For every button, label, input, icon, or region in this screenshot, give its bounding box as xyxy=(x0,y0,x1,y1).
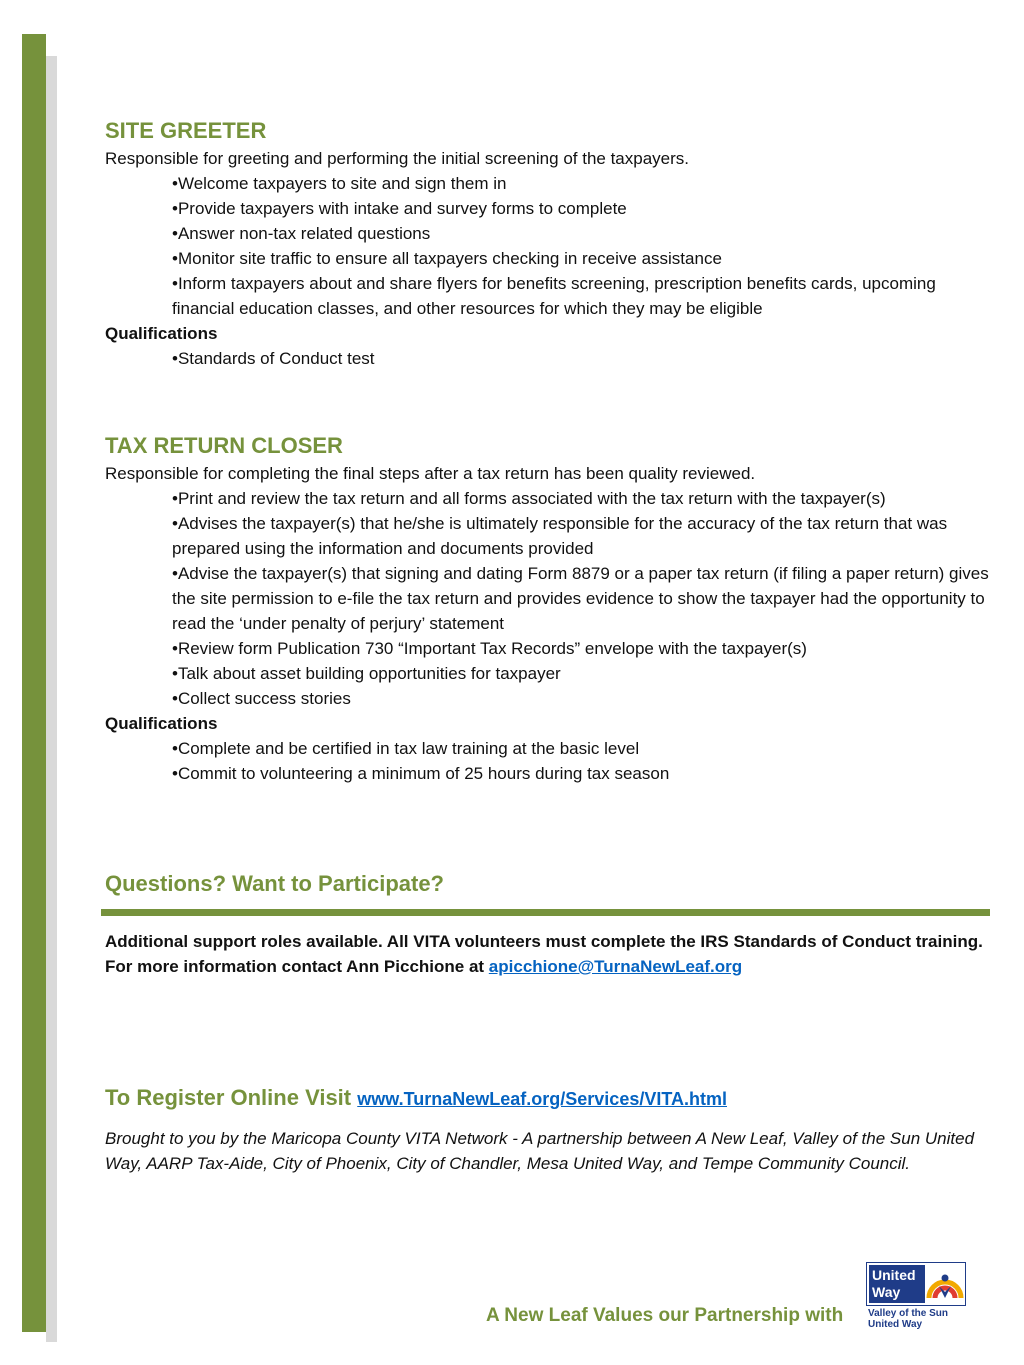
questions-title: Questions? Want to Participate? xyxy=(105,871,444,896)
site-greeter-title: SITE GREETER xyxy=(105,118,267,143)
list-item: •Provide taxpayers with intake and survey forms to complete xyxy=(172,199,627,218)
section-divider xyxy=(101,909,990,916)
list-item: •Complete and be certified in tax law training at the basic level xyxy=(172,739,640,758)
tax-return-closer-qualifications-label: Qualifications xyxy=(105,714,218,733)
site-greeter-intro: Responsible for greeting and performing the initial screening of the taxpayers. xyxy=(105,149,690,168)
tax-return-closer-title: TAX RETURN CLOSER xyxy=(105,433,343,458)
site-greeter-section xyxy=(105,116,995,371)
contact-email-link[interactable]: apicchione@TurnaNewLeaf.org xyxy=(488,957,743,976)
united-way-logo-box xyxy=(866,1262,966,1306)
tax-return-closer-intro: Responsible for completing the final steps after a tax return has been quality reviewed. xyxy=(105,464,756,483)
site-greeter-qualifications xyxy=(105,346,995,371)
tax-return-closer-duties xyxy=(105,486,995,711)
register-heading xyxy=(105,1083,995,1114)
list-item: •Commit to volunteering a minimum of 25 hours during tax season xyxy=(172,764,670,783)
united-way-logo xyxy=(866,1262,966,1332)
footer-partnership-text: A New Leaf Values our Partnership with xyxy=(486,1305,844,1326)
list-item: •Advise the taxpayer(s) that signing and dating Form 8879 or a paper tax return (if filing a paper return) gives the site permission to e-file the tax return and provides evidence to show the taxpayer had the opportunity to read the ‘under penalty of perjury’ statement xyxy=(172,564,989,633)
list-item: •Advises the taxpayer(s) that he/she is ultimately responsible for the accuracy of the tax return that was prepared using the information and documents provided xyxy=(172,514,948,558)
list-item: •Answer non-tax related questions xyxy=(172,224,431,243)
tax-return-closer-qualifications xyxy=(105,736,995,786)
site-greeter-qualifications-label: Qualifications xyxy=(105,324,218,343)
list-item: •Review form Publication 730 “Important Tax Records” envelope with the taxpayer(s) xyxy=(172,639,807,658)
united-way-hand-icon xyxy=(925,1264,965,1304)
list-item: •Standards of Conduct test xyxy=(172,349,375,368)
list-item: •Inform taxpayers about and share flyers for benefits screening, prescription benefits cards, upcoming financial education classes, and other resources for which they may be eligible xyxy=(172,274,936,318)
site-greeter-duties xyxy=(105,171,995,321)
register-title: To Register Online Visit xyxy=(105,1085,352,1110)
brought-by-text: Brought to you by the Maricopa County VITA Network - A partnership between A New Leaf, Valley of the Sun United Way, AARP Tax-Aide, City of Phoenix, City of Chandler, Mesa United Way, and Tempe Community Council. xyxy=(105,1129,975,1173)
tax-return-closer-section xyxy=(105,431,995,786)
list-item: •Collect success stories xyxy=(172,689,351,708)
questions-section xyxy=(105,869,995,979)
side-accent-bar xyxy=(22,34,46,1332)
list-item: •Monitor site traffic to ensure all taxpayers checking in receive assistance xyxy=(172,249,722,268)
side-shadow-bar xyxy=(46,56,57,1342)
register-url-link[interactable]: www.TurnaNewLeaf.org/Services/VITA.html xyxy=(357,1089,727,1109)
list-item: •Print and review the tax return and all forms associated with the tax return with the taxpayer(s) xyxy=(172,489,886,508)
list-item: •Talk about asset building opportunities for taxpayer xyxy=(172,664,561,683)
questions-body xyxy=(105,929,995,979)
list-item: •Welcome taxpayers to site and sign them in xyxy=(172,174,507,193)
united-way-subtitle: Valley of the Sun United Way xyxy=(868,1308,949,1330)
register-section xyxy=(105,1083,995,1176)
document-body xyxy=(105,116,995,1176)
questions-body-text: Additional support roles available. All VITA volunteers must complete the IRS Standards of Conduct training. For more information contact Ann Picchione at xyxy=(105,932,983,976)
united-way-wordmark: United Way xyxy=(869,1265,925,1303)
